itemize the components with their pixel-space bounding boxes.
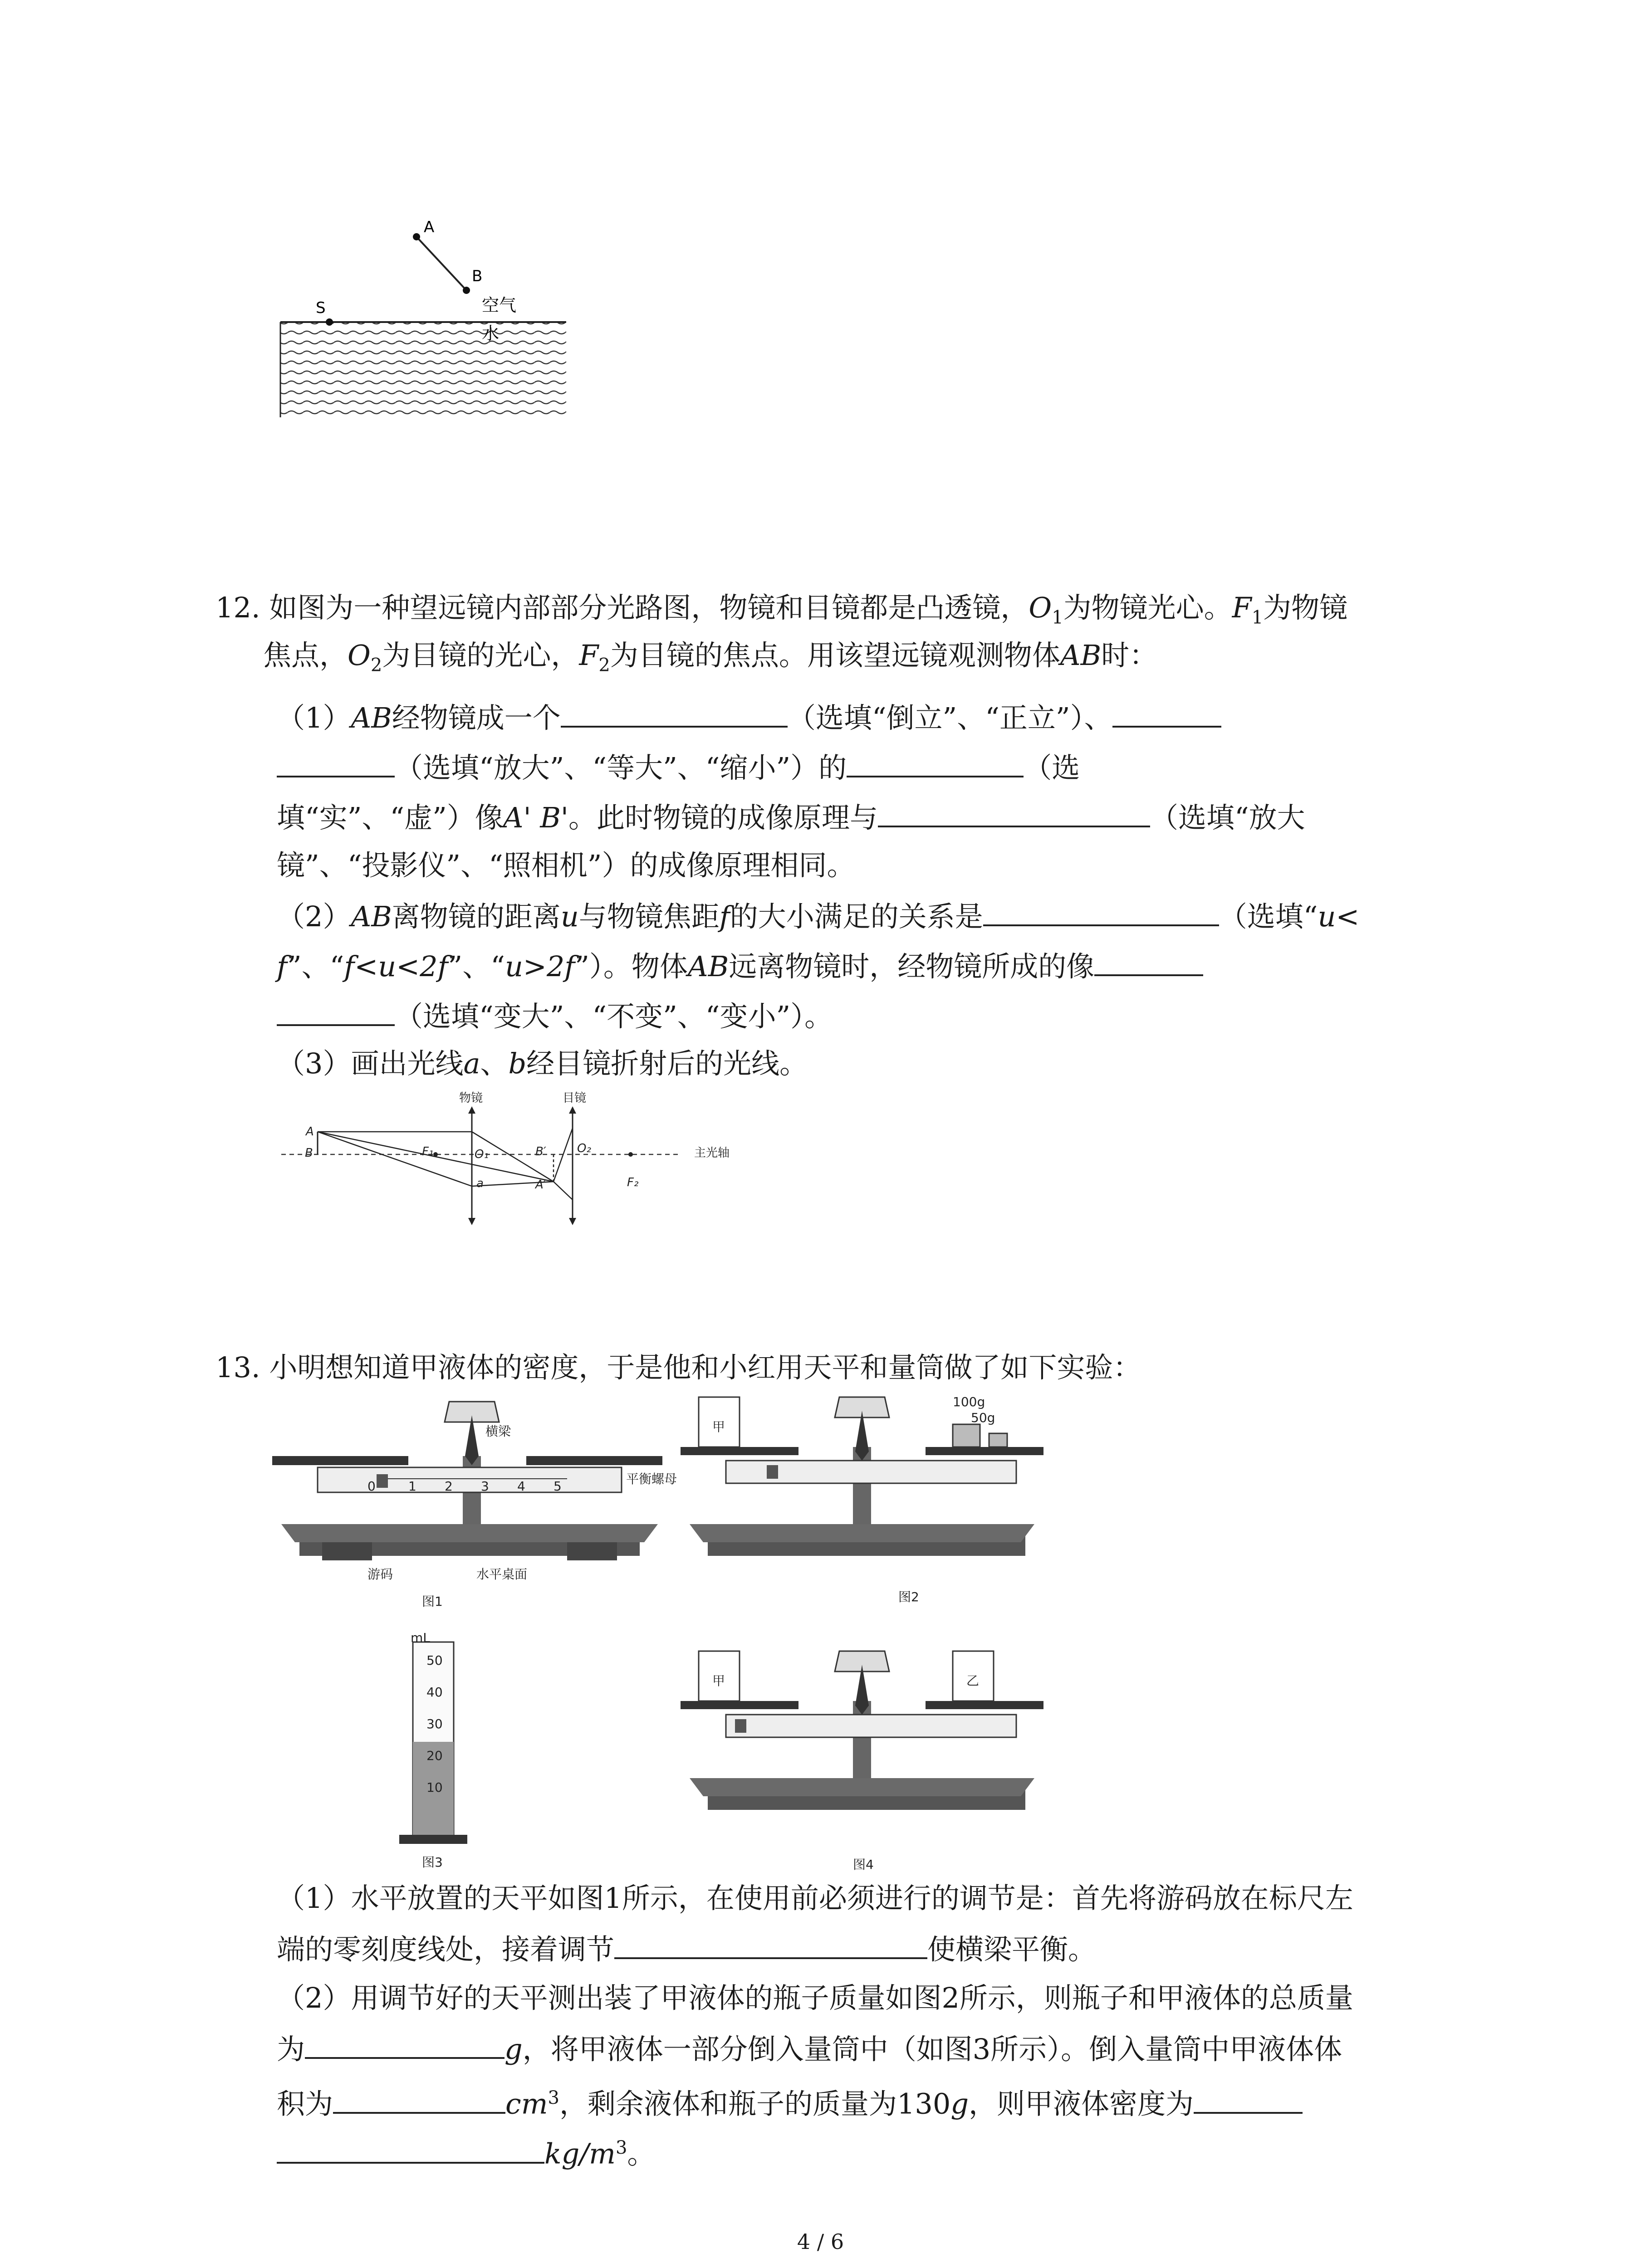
eyepiece-label: 目镜 <box>563 1091 587 1105</box>
q12-part1-line2: （选填“放大”、“等大”、“缩小”）的 （选 <box>277 744 1080 791</box>
svg-text:B: B <box>305 1146 313 1160</box>
q12-part2-line2: f”、“f<u<2f”、“u>2f”）。物体AB远离物镜时，经物镜所成的像 <box>277 943 1203 989</box>
q12-line1: 12. 如图为一种望远镜内部部分光路图，物镜和目镜都是凸透镜，$O_1$为物镜光心。$F_1$为物镜 <box>216 591 1348 628</box>
q12-stem: 如图为一种望远镜内部部分光路图，物镜和目镜都是凸透镜， <box>269 591 1029 624</box>
rider-figure-1 <box>377 1474 388 1488</box>
figure-1-balance <box>272 1402 677 1609</box>
weight-50g: 50g <box>971 1410 995 1425</box>
q12-part1-line1: （1）AB经物镜成一个 （选填“倒立”、“正立”）、 <box>277 694 1221 741</box>
jia-label: 甲 <box>712 1419 725 1434</box>
answer-blank[interactable] <box>878 794 1150 827</box>
answer-blank[interactable] <box>305 2025 505 2059</box>
q13-part2-line1: （2）用调节好的天平测出装了甲液体的瓶子质量如图2所示，则瓶子和甲液体的总质量 <box>277 1981 1353 2014</box>
answer-blank[interactable] <box>277 2130 544 2164</box>
point-A <box>413 233 420 240</box>
svg-text:3: 3 <box>481 1479 489 1494</box>
svg-text:a: a <box>476 1177 484 1190</box>
figure-3-label: 图3 <box>422 1855 443 1870</box>
label-air: 空气 <box>482 295 517 315</box>
label-B: B <box>472 267 483 285</box>
weight-100g: 100g <box>953 1394 985 1409</box>
balance-experiment-figures <box>272 1388 1066 1873</box>
answer-blank[interactable] <box>1112 694 1221 728</box>
svg-text:B′: B′ <box>535 1145 546 1158</box>
ml-label: mL <box>411 1630 430 1645</box>
q13-part2-line4: $kg/m^3$。 <box>277 2125 655 2177</box>
q12-part1-line4: 镜”、“投影仪”、“照相机”）的成像原理相同。 <box>277 849 855 882</box>
svg-text:4: 4 <box>517 1479 525 1494</box>
objective-label: 物镜 <box>459 1091 483 1105</box>
beam-label: 横梁 <box>485 1424 511 1439</box>
point-B <box>463 287 470 294</box>
figure-4-balance <box>681 1651 1043 1872</box>
figure-3-graduated-cylinder <box>399 1630 467 1870</box>
figure-2-balance <box>681 1394 1043 1604</box>
q13-line1: 13. 小明想知道甲液体的密度，于是他和小红用天平和量筒做了如下实验： <box>216 1351 1141 1384</box>
question-number: 13. <box>216 1351 260 1384</box>
svg-text:20: 20 <box>426 1748 443 1763</box>
label-A: A <box>424 218 435 236</box>
answer-blank[interactable] <box>333 2080 505 2114</box>
point-S <box>326 318 333 326</box>
question-number: 12. <box>216 591 260 624</box>
svg-text:5: 5 <box>554 1479 562 1494</box>
telescope-light-path-figure <box>272 1086 753 1236</box>
answer-blank[interactable] <box>277 744 395 777</box>
svg-text:1: 1 <box>408 1479 416 1494</box>
q13-part1-line2: 端的零刻度线处，接着调节 使横梁平衡。 <box>277 1926 1096 1972</box>
svg-text:30: 30 <box>426 1716 443 1731</box>
q12-part2-line3: （选填“变大”、“不变”、“变小”）。 <box>277 992 833 1039</box>
svg-text:甲: 甲 <box>712 1673 725 1688</box>
axis-label: 主光轴 <box>694 1146 730 1160</box>
svg-text:2: 2 <box>445 1479 453 1494</box>
svg-text:O₂: O₂ <box>577 1142 591 1155</box>
answer-blank[interactable] <box>277 992 395 1026</box>
q13-part2-line2: 为 g，将甲液体一部分倒入量筒中（如图3所示）。倒入量筒中甲液体体 <box>277 2025 1342 2072</box>
q12-part1-line3: 填“实”、“虚”）像A' B'。此时物镜的成像原理与 （选填“放大 <box>277 794 1305 841</box>
figure-2-label: 图2 <box>898 1589 919 1604</box>
svg-text:50: 50 <box>426 1653 443 1668</box>
figure-4-label: 图4 <box>853 1857 874 1872</box>
q12-line2: 焦点，$O_2$为目镜的光心，$F_2$为目镜的焦点。用该望远镜观测物体AB时： <box>263 639 1158 676</box>
page-number: 4 / 6 <box>797 2229 844 2254</box>
nut-label: 平衡螺母 <box>626 1471 677 1486</box>
q13-part1-line1: （1）水平放置的天平如图1所示，在使用前必须进行的调节是：首先将游码放在标尺左 <box>277 1882 1353 1915</box>
svg-text:10: 10 <box>426 1780 443 1795</box>
svg-text:A′: A′ <box>535 1178 546 1192</box>
svg-text:0: 0 <box>367 1479 376 1494</box>
svg-text:F₂: F₂ <box>627 1176 639 1189</box>
svg-text:A: A <box>306 1125 314 1139</box>
svg-text:40: 40 <box>426 1685 443 1700</box>
answer-blank[interactable] <box>561 694 788 728</box>
water-surface-figure <box>272 218 590 426</box>
line-AB <box>416 237 466 290</box>
q13-part2-line3: 积为 $cm^3$，剩余液体和瓶子的质量为130g，则甲液体密度为 <box>277 2075 1303 2127</box>
answer-blank[interactable] <box>1194 2080 1303 2114</box>
label-S: S <box>316 299 326 317</box>
rider-label: 游码 <box>367 1567 393 1582</box>
svg-text:O₁: O₁ <box>475 1148 489 1161</box>
answer-blank[interactable] <box>983 893 1219 926</box>
answer-blank[interactable] <box>1094 943 1203 976</box>
table-label: 水平桌面 <box>476 1567 528 1582</box>
figure-1-label: 图1 <box>422 1594 443 1609</box>
svg-text:F₁: F₁ <box>422 1145 434 1158</box>
label-water: 水 <box>482 323 500 343</box>
answer-blank[interactable] <box>847 744 1024 777</box>
yi-label: 乙 <box>966 1673 980 1688</box>
answer-blank[interactable] <box>614 1926 927 1959</box>
q12-part3: （3）画出光线a、b经目镜折射后的光线。 <box>277 1047 808 1080</box>
q12-part2-line1: （2）AB离物镜的距离u与物镜焦距f的大小满足的关系是 （选填“u< <box>277 893 1359 939</box>
